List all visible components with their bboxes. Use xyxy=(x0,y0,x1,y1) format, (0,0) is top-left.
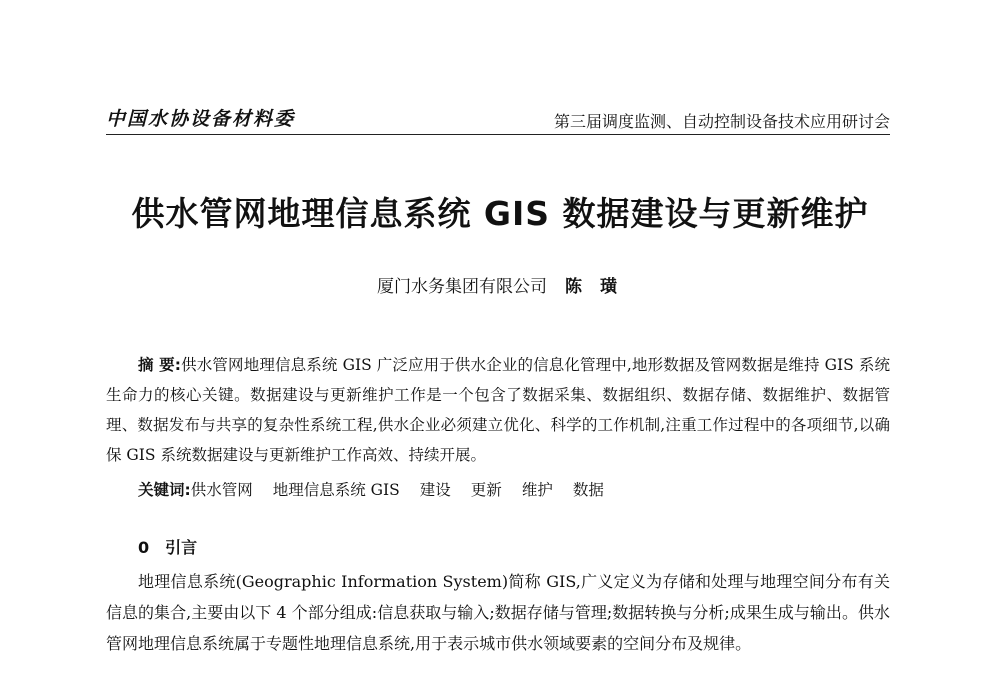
abstract-label: 摘 要: xyxy=(138,356,182,374)
paper-title: 供水管网地理信息系统 GIS 数据建设与更新维护 xyxy=(131,194,869,233)
keywords-label: 关键词: xyxy=(138,481,191,499)
section-title: 引言 xyxy=(165,538,198,557)
keyword-item: 供水管网 xyxy=(190,481,253,499)
body-paragraph: 地理信息系统(Geographic Information System)简称 GIS,广义定义为存储和处理与地理空间分布有关信息的集合,主要由以下 4 个部分组成:信息获取与输入;数据存储与管理;数据转换与分析;成果生成与输出。供水管网地理信息系统属于专题性地理信息系统,用于表示城市供水领域要素的空间分布及规律。 xyxy=(106,572,890,653)
author-name: 陈 璜 xyxy=(565,277,623,297)
header-organization: 中国水协设备材料委 xyxy=(106,108,296,130)
keyword-item: 数据 xyxy=(572,481,604,499)
section-number: 0 xyxy=(138,538,150,557)
keyword-item: 地理信息系统 GIS xyxy=(272,481,400,499)
keyword-item: 建设 xyxy=(419,481,451,499)
header-conference: 第三届调度监测、自动控制设备技术应用研讨会 xyxy=(553,112,890,131)
section-heading xyxy=(138,535,197,558)
keywords xyxy=(138,478,898,500)
keyword-item: 更新 xyxy=(470,481,502,499)
abstract-text: 供水管网地理信息系统 GIS 广泛应用于供水企业的信息化管理中,地形数据及管网数据是维持 GIS 系统生命力的核心关键。数据建设与更新维护工作是一个包含了数据采集、数据组织、数据存储、数据维护、数据管理、数据发布与共享的复杂性系统工程,供水企业必须建立优化、科学的工作机制,注重工作过程中的各项细节,以确保 GIS 系统数据建设与更新维护工作高效、持续开展。 xyxy=(106,356,890,464)
byline xyxy=(0,272,1000,297)
author-affiliation: 厦门水务集团有限公司 xyxy=(377,277,548,297)
running-header xyxy=(106,100,890,135)
keyword-item: 维护 xyxy=(521,481,553,499)
abstract xyxy=(106,350,890,470)
